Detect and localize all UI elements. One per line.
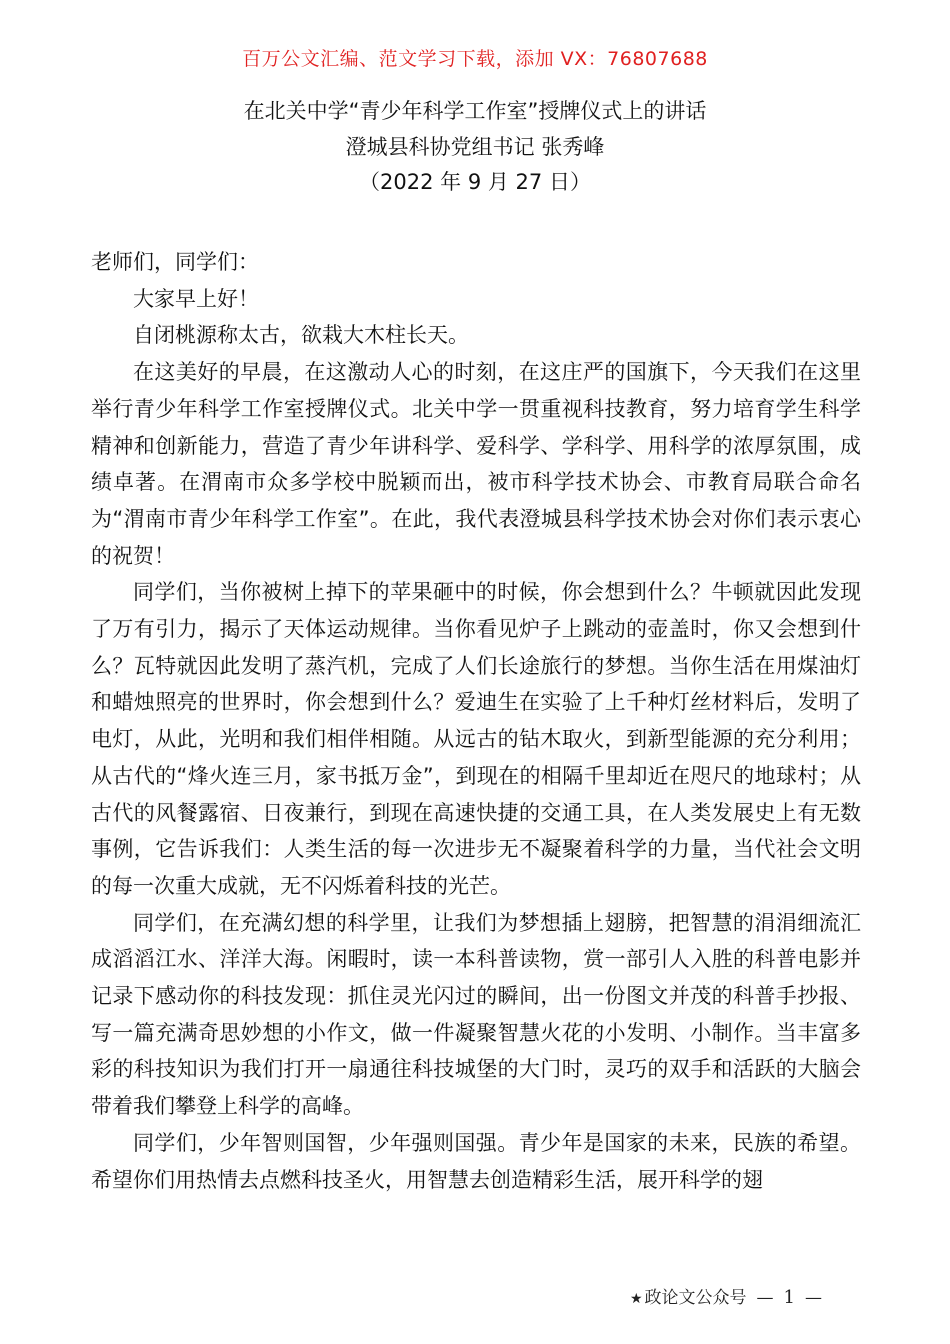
paragraph-ceremony: 在这美好的早晨，在这激动人心的时刻，在这庄严的国旗下，今天我们在这里举行青少年科学工作室授牌仪式。北关中学一贯重视科技教育，努力培育学生科学精神和创新能力，营造了青少年讲科学、爱科学、学科学、用科学的浓厚氛围，成绩卓著。在渭南市众多学校中脱颖而出，被市科学技术协会、市教育局联合命名为“渭南市青少年科学工作室”。在此，我代表澄城县科学技术协会对你们表示衷心的祝贺！ bbox=[91, 360, 861, 568]
paragraph-greeting: 大家早上好！ bbox=[133, 286, 259, 311]
page-footer bbox=[630, 1283, 832, 1308]
watermark-banner: 百万公文汇编、范文学习下载，添加 VX：76807688 bbox=[242, 48, 708, 70]
footer-source: 政论文公众号 bbox=[644, 1288, 747, 1308]
speaker-line: 澄城县科协党组书记 张秀峰 bbox=[345, 134, 605, 159]
footer-dash-right: — bbox=[805, 1288, 822, 1308]
paragraph-science-history: 同学们，当你被树上掉下的苹果砸中的时候，你会想到什么？牛顿就因此发现了万有引力，揭示了天体运动规律。当你看见炉子上跳动的壶盖时，你又会想到什么？瓦特就因此发明了蒸汽机，完成了人们长途旅行的梦想。当你生活在用煤油灯和蜡烛照亮的世界时，你会想到什么？爱迪生在实验了上千种灯丝材料后，发明了电灯，从此，光明和我们相伴相随。从远古的钻木取火，到新型能源的充分利用；从古代的“烽火连三月，家书抵万金”，到现在的相隔千里却近在咫尺的地球村；从古代的风餐露宿、日夜兼行，到现在高速快捷的交通工具，在人类发展史上有无数事例，它告诉我们：人类生活的每一次进步无不凝聚着科学的力量，当代社会文明的每一次重大成就，无不闪烁着科技的光芒。 bbox=[91, 580, 861, 898]
paragraph-hope: 同学们，少年智则国智，少年强则国强。青少年是国家的未来，民族的希望。希望你们用热情去点燃科技圣火，用智慧去创造精彩生活，展开科学的翅 bbox=[91, 1130, 861, 1192]
speech-title: 在北关中学“青少年科学工作室”授牌仪式上的讲话 bbox=[243, 99, 707, 123]
paragraph-poem: 自闭桃源称太古，欲栽大木柱长天。 bbox=[133, 323, 469, 348]
paragraph-dreams: 同学们，在充满幻想的科学里，让我们为梦想插上翅膀，把智慧的涓涓细流汇成滔滔江水、洋洋大海。闲暇时，读一本科普读物，赏一部引人入胜的科普电影并记录下感动你的科技发现：抓住灵光闪过的瞬间，出一份图文并茂的科普手抄报、写一篇充满奇思妙想的小作文，做一件凝聚智慧火花的小发明、小制作。当丰富多彩的科技知识为我们打开一扇通往科技城堡的大门时，灵巧的双手和活跃的大脑会带着我们攀登上科学的高峰。 bbox=[91, 910, 861, 1119]
star-icon: ★ bbox=[629, 1291, 643, 1307]
footer-dash-left: — bbox=[756, 1288, 774, 1308]
salutation: 老师们，同学们： bbox=[91, 250, 259, 274]
speech-date: （2022 年 9 月 27 日） bbox=[359, 170, 591, 194]
speech-body bbox=[91, 244, 861, 1198]
title-block bbox=[0, 94, 950, 201]
page-number: 1 bbox=[783, 1287, 795, 1308]
